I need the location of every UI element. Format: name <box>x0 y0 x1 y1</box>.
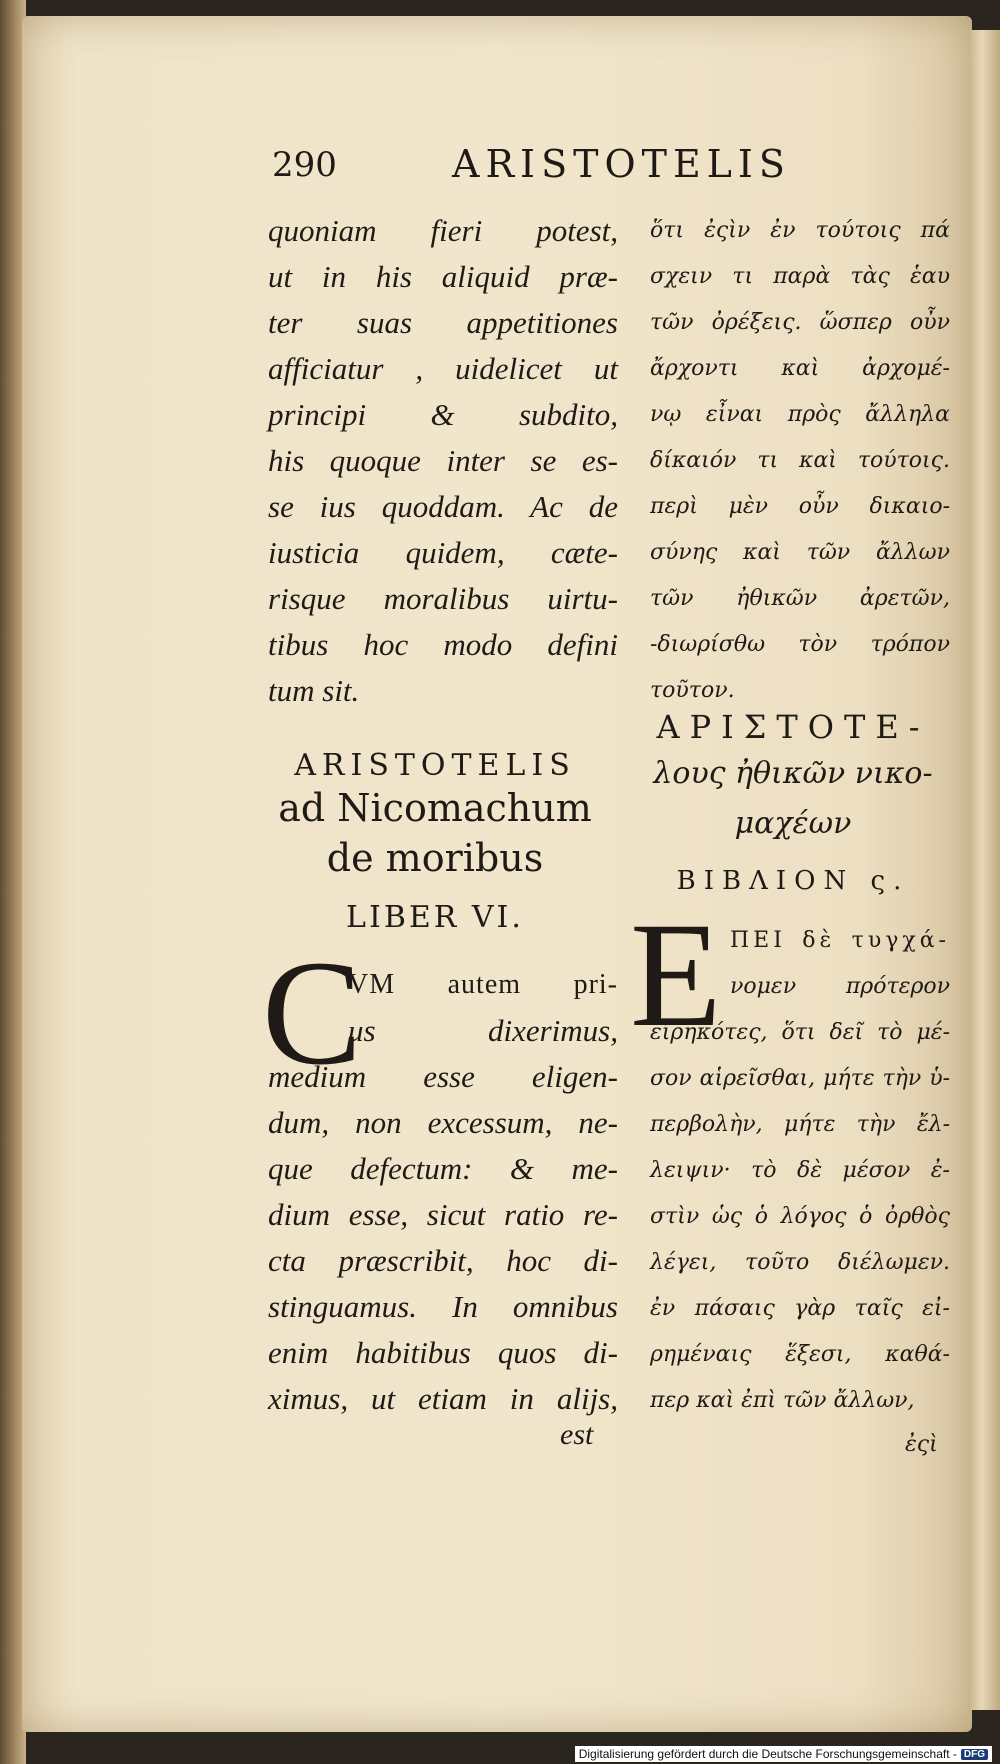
text-line: ρημέναις ἕξεσι, καθά- <box>650 1342 950 1367</box>
text-line: iusticia quidem, cæte- <box>268 535 618 570</box>
text-line: στὶν ὡς ὁ λόγος ὁ ὀρθὸς <box>650 1204 950 1229</box>
text-line: se ius quoddam. Ac de <box>268 489 618 524</box>
text-line: cta præscribit, hoc di- <box>268 1243 618 1278</box>
greek-column-top <box>650 208 950 714</box>
text-line: λέγει, τοῦτο διέλωμεν. <box>650 1250 950 1275</box>
latin-heading-book: LIBER VI. <box>346 900 524 935</box>
text-line: τῶν ἠθικῶν ἀρετῶν, <box>650 586 950 611</box>
text-line: τῶν ὀρέξεις. ὥσπερ οὖν <box>650 310 950 335</box>
running-head: ARISTOTELIS <box>452 142 791 186</box>
text-line: his quoque inter se es- <box>268 443 618 478</box>
text-line: principi & subdito, <box>268 397 618 432</box>
text-line: medium esse eligen- <box>268 1059 618 1094</box>
latin-heading-author: ARISTOTELIS <box>294 748 576 783</box>
text-line: δίκαιόν τι καὶ τούτοις. <box>650 448 950 473</box>
text-line: ἐν πάσαις γὰρ ταῖς εἰ- <box>650 1296 950 1321</box>
text-line: περὶ μὲν οὖν δικαιο- <box>650 494 950 519</box>
footer-text: Digitalisierung gefördert durch die Deutsche Forschungsgemeinschaft - <box>578 1747 957 1761</box>
latin-heading-dedication: ad Nicomachum <box>278 786 592 830</box>
dfg-logo: DFG <box>961 1749 988 1760</box>
greek-heading-title-cont: μαχέων <box>734 806 852 841</box>
text-line: ἄρχοντι καὶ ἀρχομέ- <box>650 356 950 381</box>
latin-column-top <box>268 208 618 714</box>
latin-catchword: est <box>560 1418 594 1451</box>
greek-catchword: ἐςὶ <box>905 1432 938 1457</box>
latin-heading-subject: de moribus <box>326 836 544 880</box>
greek-heading-title: λους ἠθικῶν νικο- <box>653 756 933 791</box>
text-line: VM autem pri- <box>348 969 618 1000</box>
greek-drop-cap: E <box>630 892 722 1058</box>
text-line: tibus hoc modo defini <box>268 627 618 662</box>
text-line: risque moralibus uirtu- <box>268 581 618 616</box>
latin-column-bottom <box>268 962 618 1422</box>
text-line: que defectum: & me- <box>268 1151 618 1186</box>
text-line: ΠΕΙ δὲ τυγχά- <box>730 928 950 953</box>
text-line: -διωρίσθω τὸν τρόπον <box>650 632 950 657</box>
text-line: νῳ εἶναι πρὸς ἄλληλα <box>650 402 950 427</box>
text-line: us dixerimus, <box>348 1013 618 1048</box>
text-line: stinguamus. In omnibus <box>268 1289 618 1324</box>
text-line: ὅτι ἐςὶν ἐν τούτοις πά <box>650 218 950 243</box>
greek-column-bottom <box>650 918 950 1424</box>
facing-page-edge <box>970 30 1000 1710</box>
text-line: ter suas appetitiones <box>268 305 618 340</box>
text-line: tum sit. <box>268 673 360 708</box>
text-line: τοῦτον. <box>650 678 735 703</box>
text-line: νομεν πρότερον <box>730 974 950 999</box>
text-line: dum, non excessum, ne- <box>268 1105 618 1140</box>
text-line: εἰρηκότες, ὅτι δεῖ τὸ μέ- <box>650 1020 950 1045</box>
text-line: ut in his aliquid præ- <box>268 259 618 294</box>
text-line: σύνης καὶ τῶν ἄλλων <box>650 540 950 565</box>
text-line: περβολὴν, μήτε τὴν ἔλ- <box>650 1112 950 1137</box>
text-line: enim habitibus quos di- <box>268 1335 618 1370</box>
text-line: σον αἱρεῖσθαι, μήτε τὴν ὑ- <box>650 1066 950 1091</box>
text-line: quoniam fieri potest, <box>268 213 618 248</box>
text-line: ximus, ut etiam in alijs, <box>268 1381 618 1416</box>
text-line: περ καὶ ἐπὶ τῶν ἄλλων, <box>650 1388 915 1413</box>
text-line: dium esse, sicut ratio re- <box>268 1197 618 1232</box>
greek-heading-book: ΒΙΒΛΙΟΝ ς. <box>676 866 910 896</box>
text-line: afficiatur , uidelicet ut <box>268 351 618 386</box>
text-line: σχειν τι παρὰ τὰς ἑαυ <box>650 264 950 289</box>
latin-drop-cap: C <box>262 930 363 1096</box>
page-number: 290 <box>272 145 337 185</box>
greek-heading-author: ΑΡΙΣΤΟΤΕ- <box>656 708 930 746</box>
text-line: λειψιν· τὸ δὲ μέσον ἐ- <box>650 1158 950 1183</box>
digitization-footer <box>575 1746 992 1762</box>
